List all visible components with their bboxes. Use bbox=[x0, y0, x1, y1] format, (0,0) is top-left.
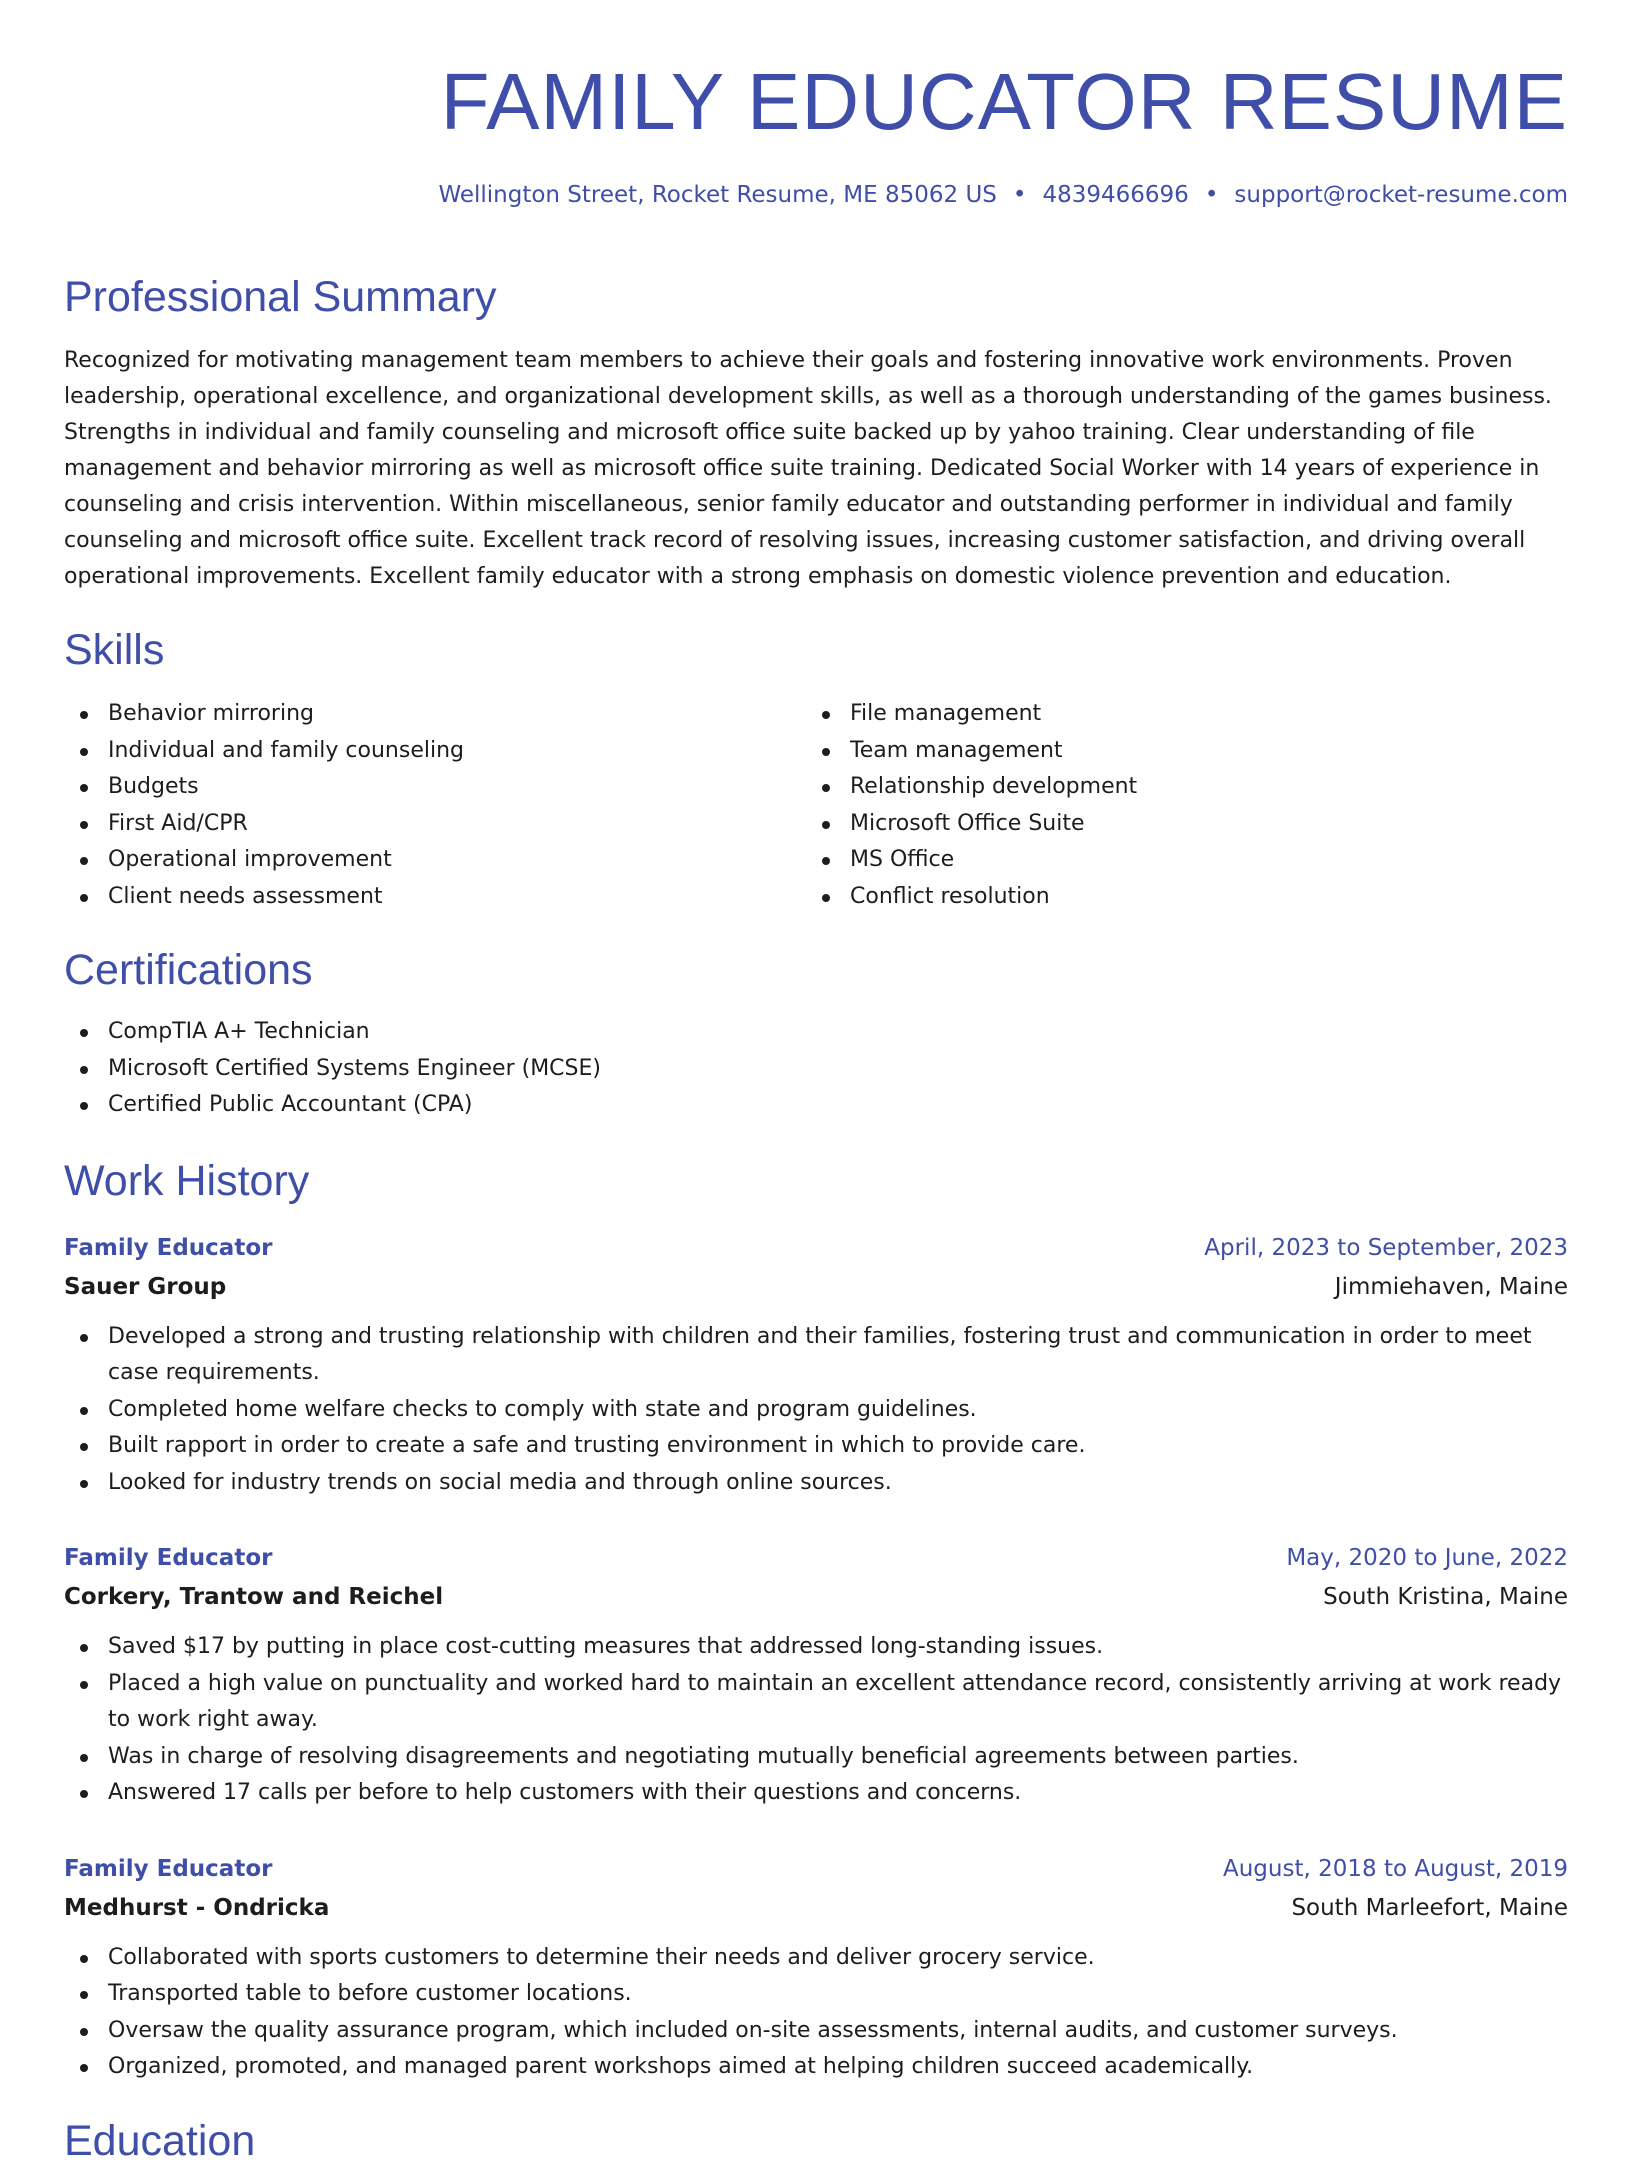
job-company: Corkery, Trantow and Reichel bbox=[64, 1584, 444, 1610]
job-company-row bbox=[64, 1888, 1568, 1928]
job-dates: August, 2018 to August, 2019 bbox=[1223, 1855, 1568, 1882]
contact-phone: 4839466696 bbox=[1042, 182, 1189, 208]
certification-item: Certified Public Accountant (CPA) bbox=[64, 1087, 1568, 1124]
job-bullet: Transported table to before customer locations. bbox=[64, 1976, 1568, 2013]
job-dates: April, 2023 to September, 2023 bbox=[1204, 1234, 1568, 1261]
job-bullet: Was in charge of resolving disagreements and negotiating mutually beneficial agreements between parties. bbox=[64, 1739, 1568, 1776]
skill-item: Individual and family counseling bbox=[64, 733, 806, 770]
job-location: South Marleefort, Maine bbox=[1291, 1894, 1568, 1921]
skill-item: Client needs assessment bbox=[64, 879, 806, 916]
resume-header bbox=[64, 0, 1568, 230]
job-entry bbox=[64, 1229, 1568, 1502]
job-bullets bbox=[64, 1319, 1568, 1502]
skill-item: Microsoft Office Suite bbox=[806, 806, 1137, 843]
job-bullets bbox=[64, 1940, 1568, 2086]
summary-heading: Professional Summary bbox=[64, 273, 497, 321]
job-entry bbox=[64, 1850, 1568, 2086]
contact-separator: • bbox=[1012, 182, 1027, 208]
job-title-row bbox=[64, 1229, 1568, 1267]
job-bullet: Developed a strong and trusting relationship with children and their families, fostering trust and communication in order to meet case requirements. bbox=[64, 1319, 1568, 1392]
contact-separator: • bbox=[1204, 182, 1219, 208]
contact-email: support@rocket-resume.com bbox=[1234, 182, 1568, 208]
job-company: Sauer Group bbox=[64, 1273, 227, 1300]
job-title: Family Educator bbox=[64, 1855, 273, 1882]
certification-item: CompTIA A+ Technician bbox=[64, 1014, 1568, 1051]
certifications-heading: Certifications bbox=[64, 946, 313, 994]
skills-heading: Skills bbox=[64, 626, 165, 674]
job-location: South Kristina, Maine bbox=[1323, 1584, 1568, 1610]
summary-text: Recognized for motivating management team members to achieve their goals and fostering innovative work environments. Proven leadership, operational excellence, and organizational development skills, as well as a thorough understanding of the games business. Strengths in individual and family counseling and microsoft office suite backed up by yahoo training. Clear understanding of file management and behavior mirroring as well as microsoft office suite training. Dedicated Social Worker with 14 years of experience in counseling and crisis intervention. Within miscellaneous, senior family educator and outstanding performer in individual and family counseling and microsoft office suite. Excellent track record of resolving issues, increasing customer satisfaction, and driving overall operational improvements. Excellent family educator with a strong emphasis on domestic violence prevention and education. bbox=[64, 348, 1552, 589]
job-bullet: Collaborated with sports customers to determine their needs and deliver grocery service. bbox=[64, 1940, 1568, 1977]
work-history-heading: Work History bbox=[64, 1156, 310, 1205]
skills-list bbox=[64, 696, 1568, 915]
job-title: Family Educator bbox=[64, 1545, 273, 1571]
job-company: Medhurst - Ondricka bbox=[64, 1894, 330, 1921]
education-heading: Education bbox=[64, 2116, 256, 2165]
job-bullet: Looked for industry trends on social media and through online sources. bbox=[64, 1465, 1568, 1502]
job-title-row bbox=[64, 1539, 1568, 1577]
skill-item: File management bbox=[806, 696, 1137, 733]
job-bullet: Oversaw the quality assurance program, which included on-site assessments, internal audits, and customer surveys. bbox=[64, 2013, 1568, 2050]
skill-item: MS Office bbox=[806, 842, 1137, 879]
job-bullet: Completed home welfare checks to comply with state and program guidelines. bbox=[64, 1392, 1568, 1429]
job-bullets bbox=[64, 1629, 1568, 1812]
job-bullet: Saved $17 by putting in place cost-cutting measures that addressed long-standing issues. bbox=[64, 1629, 1568, 1666]
skill-item: Behavior mirroring bbox=[64, 696, 806, 733]
job-dates: May, 2020 to June, 2022 bbox=[1286, 1545, 1568, 1571]
job-company-row bbox=[64, 1577, 1568, 1617]
skill-item: Operational improvement bbox=[64, 842, 806, 879]
job-bullet: Placed a high value on punctuality and worked hard to maintain an excellent attendance record, consistently arriving at work ready to work right away. bbox=[64, 1666, 1568, 1739]
job-company-row bbox=[64, 1267, 1568, 1307]
skill-item: Relationship development bbox=[806, 769, 1137, 806]
certification-item: Microsoft Certified Systems Engineer (MCSE) bbox=[64, 1051, 1568, 1088]
skill-item: Conflict resolution bbox=[806, 879, 1137, 916]
contact-address: Wellington Street, Rocket Resume, ME 85062 US bbox=[438, 182, 997, 208]
skills-column-left bbox=[64, 696, 806, 915]
job-location: Jimmiehaven, Maine bbox=[1334, 1273, 1568, 1300]
job-title: Family Educator bbox=[64, 1234, 273, 1261]
resume-title: FAMILY EDUCATOR RESUME bbox=[440, 57, 1568, 146]
job-bullet: Answered 17 calls per before to help customers with their questions and concerns. bbox=[64, 1775, 1568, 1812]
skill-item: First Aid/CPR bbox=[64, 806, 806, 843]
contact-line bbox=[64, 150, 1568, 230]
job-bullet: Built rapport in order to create a safe and trusting environment in which to provide care. bbox=[64, 1428, 1568, 1465]
job-bullet: Organized, promoted, and managed parent workshops aimed at helping children succeed academically. bbox=[64, 2049, 1568, 2086]
skill-item: Team management bbox=[806, 733, 1137, 770]
skills-column-right bbox=[806, 696, 1137, 915]
job-title-row bbox=[64, 1850, 1568, 1888]
certifications-list bbox=[64, 1014, 1568, 1124]
skill-item: Budgets bbox=[64, 769, 806, 806]
job-entry bbox=[64, 1539, 1568, 1812]
